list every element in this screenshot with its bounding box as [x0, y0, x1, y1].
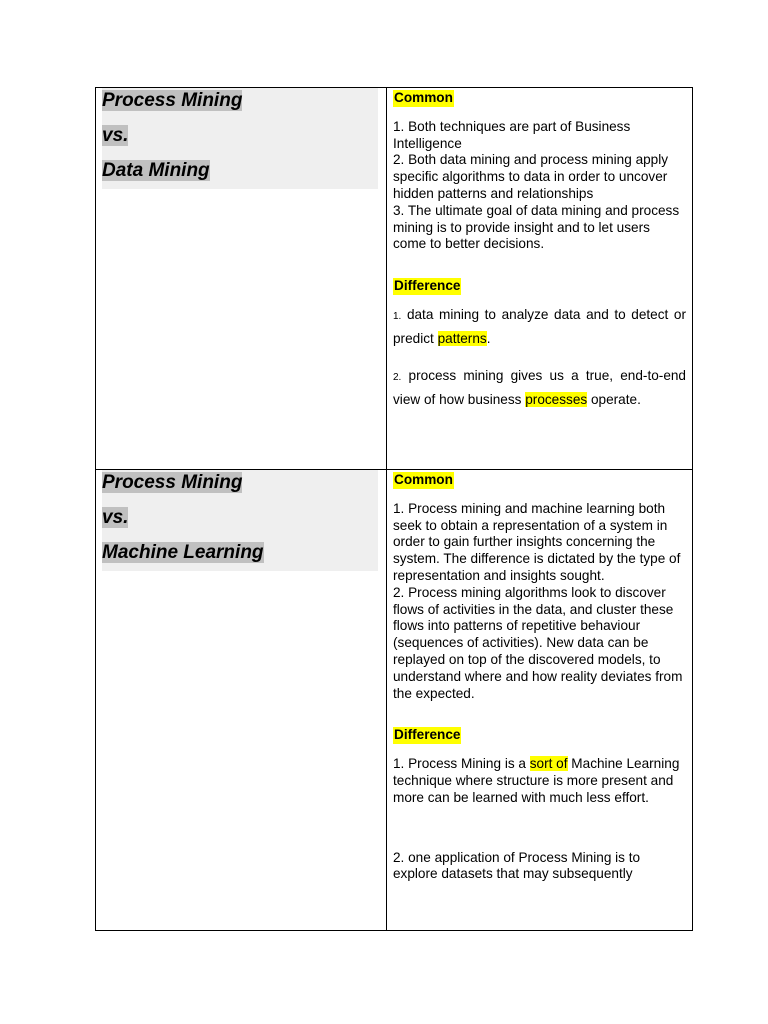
highlighted-term: patterns: [437, 331, 487, 347]
common-item: 3. The ultimate goal of data mining and process mining is to provide insight and to let users come to better decisions.: [393, 202, 680, 252]
common-item: 2. Process mining algorithms look to discover flows of activities in the data, and cluster these flows into patterns of repetitive behaviour (sequences of activities). New data can be replayed on top of the discovered models, to understand where and how reality deviates from the expected.: [393, 584, 683, 701]
title-line-1: Process Mining: [102, 472, 243, 493]
difference-item: 1. Process Mining is a sort of Machine Learning technique where structure is more present and more can be learned with much less effort.: [393, 756, 680, 805]
common-heading: Common: [394, 472, 453, 487]
common-item: 2. Both data mining and process mining apply specific algorithms to data in order to uncover hidden patterns and relationships: [393, 152, 669, 201]
difference-heading: Difference: [394, 278, 461, 294]
common-item: 1. Both techniques are part of Business Intelligence: [393, 118, 631, 151]
title-line-2: vs.: [102, 125, 129, 146]
table-row: [96, 88, 693, 470]
comparison-table: [95, 87, 693, 931]
row-title-cell: [96, 88, 387, 470]
highlighted-term: processes: [525, 392, 588, 408]
row-title-cell: [96, 470, 387, 931]
difference-item: 1. data mining to analyze data and to detect or predict patterns.: [393, 306, 686, 347]
difference-item: 2. process mining gives us a true, end-to-end view of how business processes operate.: [393, 367, 686, 408]
title-line-1: Process Mining: [102, 90, 243, 111]
common-heading: Common: [394, 90, 453, 105]
row-content-cell: [387, 470, 693, 931]
table-row: [96, 470, 693, 931]
difference-item: 2. one application of Process Mining is to explore datasets that may subsequently: [393, 849, 641, 882]
row-title: [102, 470, 386, 571]
highlighted-term: sort of: [529, 756, 568, 772]
row-content-cell: [387, 88, 693, 470]
title-line-3: Machine Learning: [102, 542, 264, 563]
row-title: [102, 88, 386, 189]
title-line-2: vs.: [102, 507, 129, 528]
common-item: 1. Process mining and machine learning both seek to obtain a representation of a system in order to gain further insights concerning the system. The difference is dictated by the type of representation and insights sought.: [393, 500, 681, 583]
title-line-3: Data Mining: [102, 160, 210, 181]
difference-heading: Difference: [394, 727, 461, 743]
